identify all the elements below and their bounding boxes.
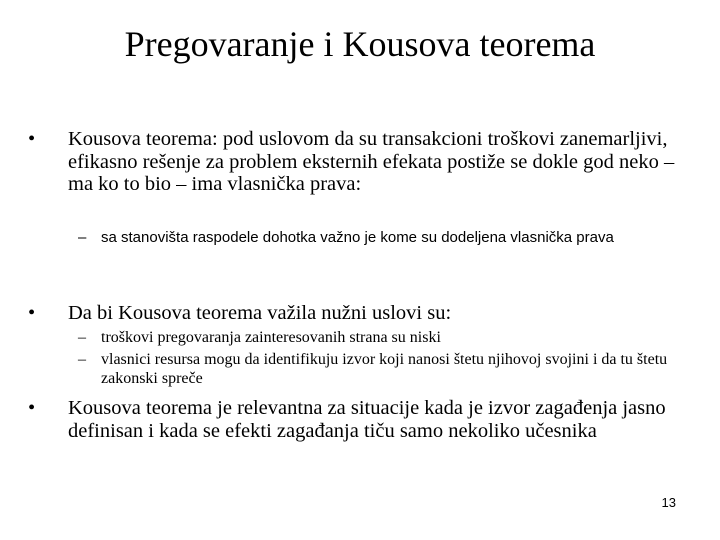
bullet-item [28,397,678,442]
sub-bullet-marker: – [78,329,86,346]
sub-bullet-item [78,228,678,247]
bullet-item [28,128,678,196]
sub-bullet-item [78,350,678,388]
bullet-item [28,302,678,325]
sub-bullet-marker: – [78,351,86,368]
sub-bullet-text: troškovi pregovaranja zainteresovanih strana su niski [101,329,441,346]
bullet-text: Kousova teorema je relevantna za situacije kada je izvor zagađenja jasno definisan i kada se efekti zagađanja tiču samo nekoliko učesnika [68,397,666,442]
bullet-body: pod uslovom da su transakcioni troškovi zanemarljivi, efikasno rešenje za problem eksternih efekata postiže se dokle god neko – ma ko to bio – ima vlasnička prava: [68,128,675,195]
page-number: 13 [661,495,676,510]
bullet-marker: • [28,397,36,419]
slide-title: Pregovaranje i Kousova teorema [124,24,596,64]
sub-bullet-marker: – [78,229,87,246]
bullet-text [68,128,678,196]
bullet-text: Da bi Kousova teorema važila nužni uslovi su: [68,302,452,324]
bullet-lead: Kousova teorema: [68,128,223,150]
sub-bullet-item [78,328,678,347]
sub-bullet-text: vlasnici resursa mogu da identifikuju izvor koji nanosi štetu njihovoj svojini i da tu štetu zakonski spreče [101,351,668,387]
bullet-marker: • [28,128,36,150]
sub-bullet-text: sa stanovišta raspodele dohotka važno je kome su dodeljena vlasnička prava [101,229,614,246]
bullet-marker: • [28,302,36,324]
